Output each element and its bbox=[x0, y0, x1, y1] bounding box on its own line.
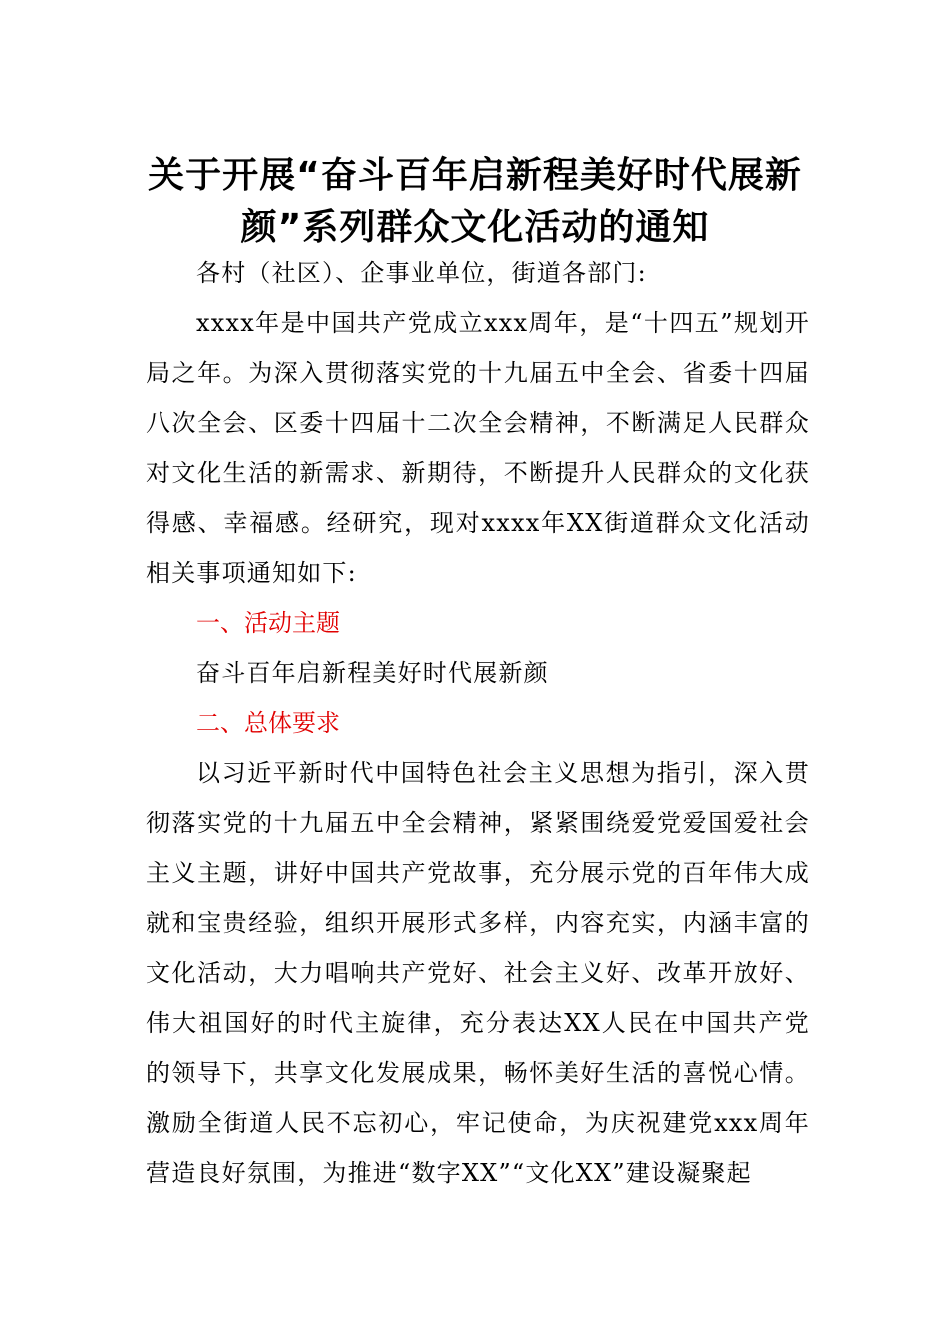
section-heading-theme: 一、活动主题 bbox=[196, 609, 340, 637]
document-body bbox=[146, 248, 810, 1198]
section-body-requirements: 以习近平新时代中国特色社会主义思想为指引，深入贯彻落实党的十九届五中全会精神，紧紧围绕爱党爱国爱社会主义主题，讲好中国共产党故事，充分展示党的百年伟大成就和宝贵经验，组织开展形式多样，内容充实，内涵丰富的文化活动，大力唱响共产党好、社会主义好、改革开放好、伟大祖国好的时代主旋律，充分表达XX人民在中国共产党的领导下，共享文化发展成果，畅怀美好生活的喜悦心情。激励全街道人民不忘初心，牢记使命，为庆祝建党xxx周年营造良好氛围，为推进“数字XX”“文化XX”建设凝聚起 bbox=[146, 759, 810, 1187]
document-title: 关于开展“奋斗百年启新程美好时代展新颜”系列群众文化活动的通知 bbox=[148, 155, 802, 248]
section-heading-requirements: 二、总体要求 bbox=[196, 709, 340, 737]
intro-paragraph: xxxx年是中国共产党成立xxx周年，是“十四五”规划开局之年。为深入贯彻落实党的十九届五中全会、省委十四届八次全会、区委十四届十二次全会精神，不断满足人民群众对文化生活的新需求、新期待，不断提升人民群众的文化获得感、幸福感。经研究，现对xxxx年XX街道群众文化活动相关事项通知如下: bbox=[146, 309, 810, 587]
section-body-theme: 奋斗百年启新程美好时代展新颜 bbox=[196, 659, 549, 687]
salutation: 各村（社区）、企事业单位，街道各部门: bbox=[196, 259, 647, 287]
